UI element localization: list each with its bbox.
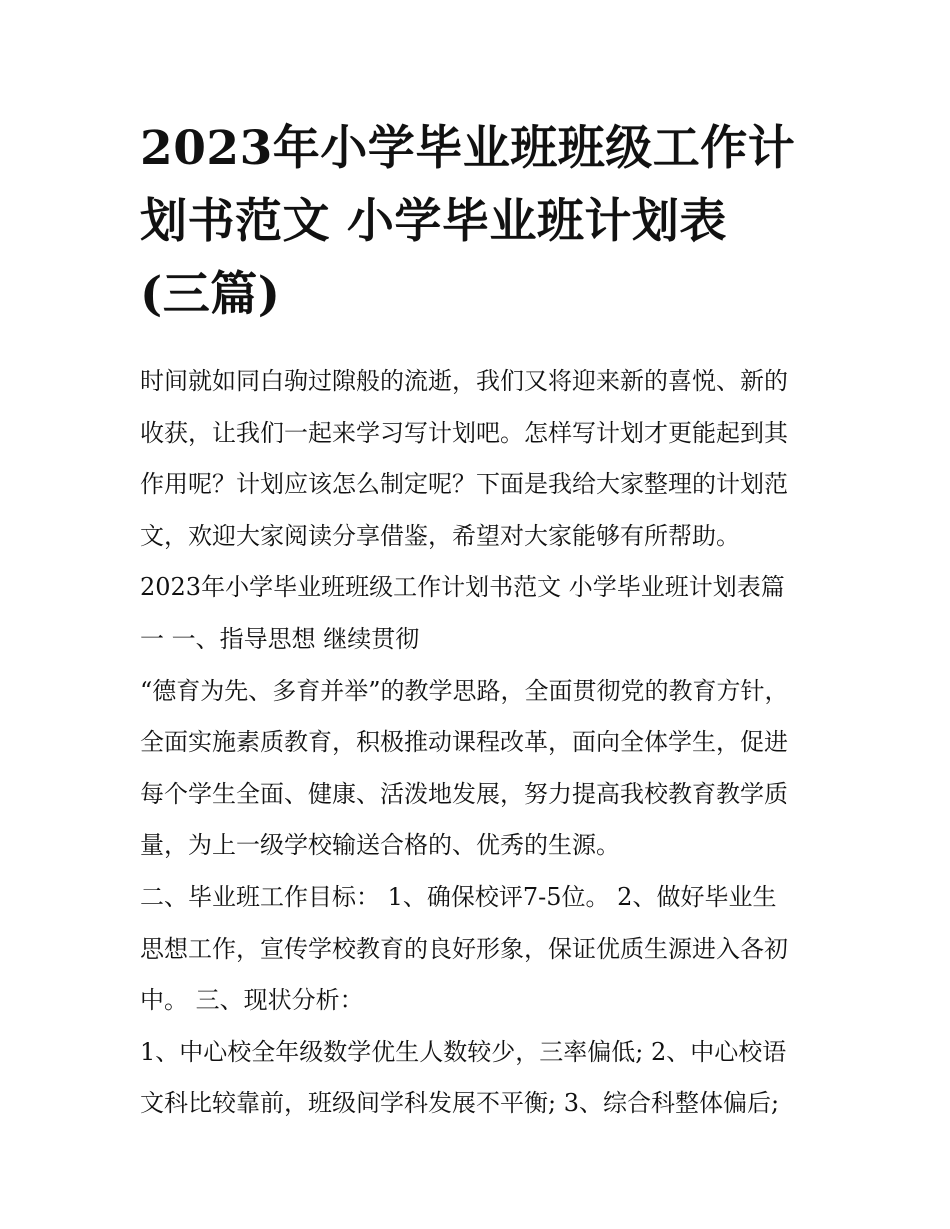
body-line-15: 文科比较靠前，班级间学科发展不平衡; 3、综合科整体偏后; — [140, 1089, 780, 1118]
body-line-3: 作用呢？计划应该怎么制定呢？下面是我给大家整理的计划范 — [140, 470, 788, 499]
body-line-8: 全面实施素质教育，积极推动课程改革，面向全体学生，促进 — [140, 728, 788, 757]
body-line-2: 收获，让我们一起来学习写计划吧。怎样写计划才更能起到其 — [140, 418, 788, 447]
body-line-14: 1、中心校全年级数学优生人数较少，三率偏低; 2、中心校语 — [140, 1037, 787, 1066]
body-line-10: 量，为上一级学校输送合格的、优秀的生源。 — [140, 831, 620, 860]
document-body — [140, 356, 830, 1130]
title-line-2: 划书范文 小学毕业班计划表 — [140, 194, 727, 249]
body-line-1: 时间就如同白驹过隙般的流逝，我们又将迎来新的喜悦、新的 — [140, 367, 788, 395]
title-line-3: (三篇) — [140, 267, 281, 322]
body-line-9: 每个学生全面、健康、活泼地发展，努力提高我校教育教学质 — [140, 779, 788, 808]
body-line-13: 中。 三、现状分析： — [140, 986, 364, 1015]
body-line-12: 思想工作，宣传学校教育的良好形象，保证优质生源进入各初 — [140, 934, 788, 963]
body-line-11: 二、毕业班工作目标： 1、确保校评7-5位。 2、做好毕业生 — [140, 882, 777, 911]
title-line-1: 2023年小学毕业班班级工作计 — [140, 121, 796, 176]
document-title — [140, 112, 830, 331]
body-line-4: 文，欢迎大家阅读分享借鉴，希望对大家能够有所帮助。 — [140, 521, 740, 550]
body-line-6: 一 一、指导思想 继续贯彻 — [140, 624, 420, 653]
body-line-7: “德育为先、多育并举”的教学思路，全面贯彻党的教育方针， — [140, 676, 789, 705]
body-line-5: 2023年小学毕业班班级工作计划书范文 小学毕业班计划表篇 — [140, 573, 785, 602]
